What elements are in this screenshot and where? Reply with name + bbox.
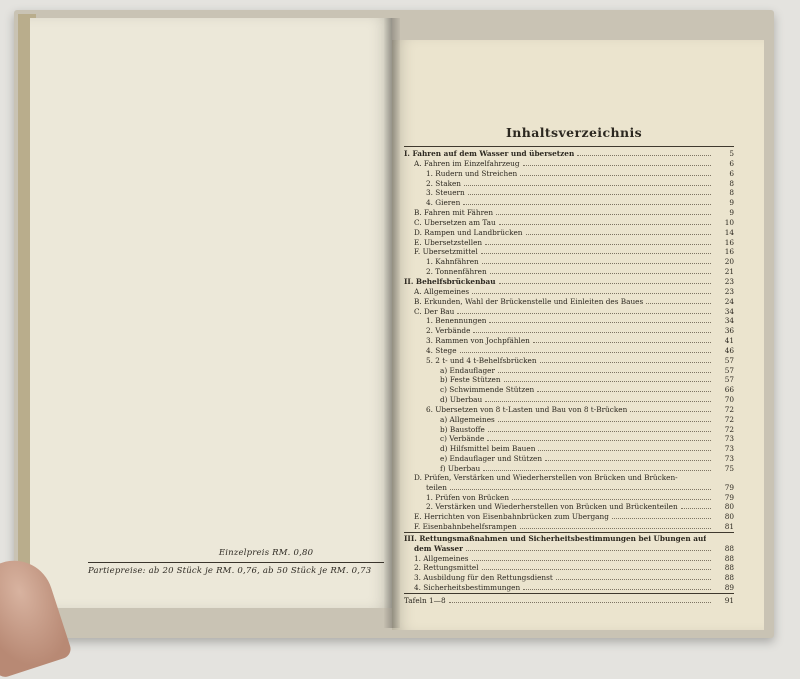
toc-leader-dots [612,512,711,519]
toc-page-number: 72 [724,414,734,424]
toc-entry [404,434,734,444]
toc-entry-label: 2. Tonnenfähren [426,268,487,277]
toc-entry-label: B. Fahren mit Fähren [414,209,494,218]
toc-entry [404,287,734,297]
toc-leader-dots [490,267,711,274]
toc-leader-dots [499,218,711,225]
toc-entry-label: teilen [426,483,447,492]
toc-leader-dots [472,554,711,561]
toc-entry-label: d) Überbau [440,396,483,405]
toc-entry [404,474,734,483]
toc-entry-label: 3. Ausbildung für den Rettungsdienst [414,574,553,583]
toc-entry-label: a) Allgemeines [440,415,495,424]
toc-title: Inhaltsverzeichnis [505,125,643,140]
toc-leader-dots [526,228,711,235]
toc-entry [404,375,734,385]
toc-entry [404,405,734,415]
toc-entry-label: 3. Steuern [426,189,465,198]
toc-page-number: 73 [724,454,734,464]
toc-entry-label: D. Rampen und Landbrücken [414,228,523,237]
toc-page-number: 80 [724,512,734,522]
toc-leader-dots [473,326,711,333]
toc-section-divider [404,593,734,594]
single-price: Einzelpreis RM. 0,80 [218,548,314,558]
toc-entry-label: 2. Staken [426,179,462,188]
toc-leader-dots [630,405,711,412]
toc-page-number: 88 [724,563,734,573]
toc-page-number: 91 [724,595,734,605]
toc-entry [404,425,734,435]
toc-entry [404,159,734,169]
toc-entry-label: F. Übersetzmittel [414,248,478,257]
toc-entry-label: 4. Gieren [426,199,461,208]
toc-entry [404,346,734,356]
toc-page-number: 24 [724,296,734,306]
toc-entry [404,297,734,307]
toc-page-number: 6 [729,168,734,178]
toc-leader-dots [681,502,711,509]
toc-page-number: 5 [729,149,734,158]
toc-page-number: 16 [724,237,734,247]
toc-entry [404,573,734,583]
toc-leader-dots [538,444,711,451]
toc-page-number: 70 [724,395,734,405]
toc-entry [404,415,734,425]
toc-entry [404,596,734,606]
toc-entry-label: dem Wasser [414,544,463,553]
left-page [30,18,392,608]
toc-entry-label: 1. Rudern und Streichen [426,169,518,178]
toc-entry [404,257,734,267]
toc-leader-dots [540,356,711,363]
toc-divider [404,146,734,147]
toc-leader-dots [485,395,711,402]
toc-entry [404,512,734,522]
toc-entry-label: II. Behelfsbrückenbau [404,277,496,286]
toc-entry-label: Tafeln 1—8 [404,596,446,605]
toc-leader-dots [457,307,711,314]
toc-entry-label: 5. 2 t- und 4 t-Behelfsbrücken [426,356,537,365]
toc-leader-dots [466,544,711,551]
toc-page-number: 79 [724,482,734,492]
toc-entry [404,493,734,503]
toc-entry-label: 1. Allgemeines [414,554,469,563]
page-gutter [384,18,400,628]
toc-entry [404,535,734,544]
toc-entry-label: D. Prüfen, Verstärken und Wiederherstellen von Brücken und Brücken- [414,473,678,482]
toc-page-number: 75 [724,464,734,473]
toc-page-number: 80 [724,502,734,512]
toc-leader-dots [498,415,711,422]
toc-entry-label: a) Endauflager [440,366,495,375]
toc-leader-dots [485,238,711,245]
toc-entry-label: B. Erkunden, Wahl der Brückenstelle und Einleiten des Baues [414,297,644,306]
toc-entry-label: C. Der Bau [414,307,455,316]
toc-page-number: 41 [724,336,734,346]
toc-page-number: 72 [724,424,734,434]
toc-leader-dots [533,336,711,343]
toc-page-number: 57 [724,365,734,375]
toc-leader-dots [449,596,711,603]
toc-entry [404,228,734,238]
toc-entry-label: 2. Rettungsmittel [414,564,479,573]
toc-page-number: 6 [729,158,734,168]
toc-page-number: 23 [724,276,734,286]
toc-entry-label: 6. Übersetzen von 8 t-Lasten und Bau von 8 t-Brücken [426,405,628,414]
toc-entry [404,385,734,395]
toc-entry [404,356,734,366]
toc-page-number: 57 [724,355,734,365]
toc-leader-dots [450,483,711,490]
toc-entry-label: I. Fahren auf dem Wasser und übersetzen [404,150,575,158]
toc-leader-dots [472,287,711,294]
toc-entry-label: 1. Kahnfähren [426,258,479,267]
toc-entry [404,169,734,179]
toc-entry-label: f) Überbau [440,465,481,473]
toc-page-number: 36 [724,326,734,336]
toc-entry [404,522,734,532]
toc-entry [404,218,734,228]
toc-entry-label: E. Herrichten von Eisenbahnbrücken zum Übergang [414,513,609,522]
toc-entry-label: e) Endauflager und Stützen [440,455,543,464]
toc-entry [404,208,734,218]
toc-entry-label: 2. Verbände [426,327,471,336]
toc-page-number: 16 [724,247,734,257]
toc-entry [404,238,734,248]
toc-page-number: 34 [724,316,734,326]
toc-entry [404,544,734,554]
toc-leader-dots [520,169,711,176]
toc-entry [404,454,734,464]
toc-page-number: 23 [724,286,734,296]
toc-leader-dots [488,425,711,432]
toc-entry [404,502,734,512]
toc-page-number: 9 [729,208,734,218]
toc-leader-dots [504,375,711,382]
toc-leader-dots [520,522,711,529]
toc-page-number: 10 [724,217,734,227]
toc-leader-dots [464,179,711,186]
toc-leader-dots [487,434,711,441]
toc-entry-label: F. Eisenbahnbehelfsrampen [414,523,517,532]
toc-entry [404,326,734,336]
toc-page-number: 21 [724,267,734,277]
toc-entry [404,583,734,593]
toc-entry-label: 1. Benennungen [426,317,487,326]
toc-entry [404,563,734,573]
toc-entry [404,316,734,326]
toc-entry-label: A. Fahren im Einzelfahrzeug [414,159,520,168]
price-divider [88,562,384,563]
toc-leader-dots [681,474,711,480]
toc-leader-dots [482,257,711,264]
toc-leader-dots [523,583,711,590]
toc-page-number: 79 [724,492,734,502]
toc-entry [404,277,734,287]
toc-leader-dots [463,198,711,205]
table-of-contents [404,125,734,606]
toc-entry [404,336,734,346]
toc-entry [404,198,734,208]
toc-page-number: 88 [724,543,734,553]
toc-entry-label: 4. Stege [426,346,457,355]
toc-entry-label: b) Feste Stützen [440,376,501,385]
toc-entry-label: d) Hilfsmittel beim Bauen [440,445,536,454]
toc-leader-dots [523,159,711,166]
toc-page-number: 88 [724,553,734,563]
toc-entry [404,554,734,564]
toc-leader-dots [577,149,711,156]
toc-leader-dots [646,297,711,304]
toc-entry [404,464,734,474]
toc-entry [404,395,734,405]
toc-page-number: 73 [724,434,734,444]
toc-entry-label: A. Allgemeines [414,287,470,296]
toc-leader-dots [512,493,711,500]
toc-leader-dots [481,247,711,254]
toc-leader-dots [537,385,711,392]
toc-leader-dots [709,535,711,541]
toc-page-number: 66 [724,385,734,395]
toc-entry-label: 4. Sicherheitsbestimmungen [414,584,521,593]
toc-leader-dots [482,563,711,570]
toc-leader-dots [489,316,711,323]
toc-leader-dots [545,454,711,461]
toc-page-number: 46 [724,345,734,355]
toc-entry-label: E. Übersetzstellen [414,238,483,247]
toc-page-number: 8 [729,178,734,188]
toc-entry [404,247,734,257]
toc-page-number: 81 [724,522,734,532]
toc-leader-dots [556,573,711,580]
bulk-price: Partiepreise: ab 20 Stück je RM. 0,76, ab 50 Stück je RM. 0,73 [88,566,372,576]
toc-entry [404,267,734,277]
toc-entry [404,444,734,454]
toc-entry-label: 3. Rammen von Jochpfählen [426,337,530,346]
toc-entry [404,483,734,493]
toc-entry-label: C. Übersetzen am Tau [414,218,496,227]
toc-page-number: 9 [729,198,734,208]
toc-entry-label: 2. Verstärken und Wiederherstellen von Brücken und Brückenteilen [426,503,678,512]
toc-entry [404,179,734,189]
toc-leader-dots [498,366,711,373]
toc-page-number: 14 [724,227,734,237]
toc-entry-label: b) Baustoffe [440,425,485,434]
toc-page-number: 8 [729,188,734,198]
toc-leader-dots [483,464,711,471]
toc-page-number: 89 [724,583,734,593]
toc-entry-label: c) Schwimmende Stützen [440,386,535,395]
toc-page-number: 88 [724,573,734,583]
toc-entry [404,366,734,376]
toc-page-number: 34 [724,306,734,316]
toc-entry [404,149,734,159]
toc-entry [404,307,734,317]
toc-leader-dots [496,208,711,215]
toc-leader-dots [468,188,711,195]
toc-page-number: 57 [724,375,734,385]
toc-entry-label: 1. Prüfen von Brücken [426,493,510,502]
toc-entry [404,188,734,198]
toc-entry-label: III. Rettungsmaßnahmen und Sicherheitsbestimmungen bei Übungen auf [404,534,707,543]
toc-leader-dots [499,277,711,284]
toc-page-number: 20 [724,257,734,267]
toc-leader-dots [460,346,711,353]
price-block [88,548,384,576]
toc-section-divider [404,532,734,533]
toc-page-number: 73 [724,444,734,454]
toc-list [404,149,734,606]
toc-page-number: 72 [724,404,734,414]
toc-entry-label: c) Verbände [440,435,485,444]
